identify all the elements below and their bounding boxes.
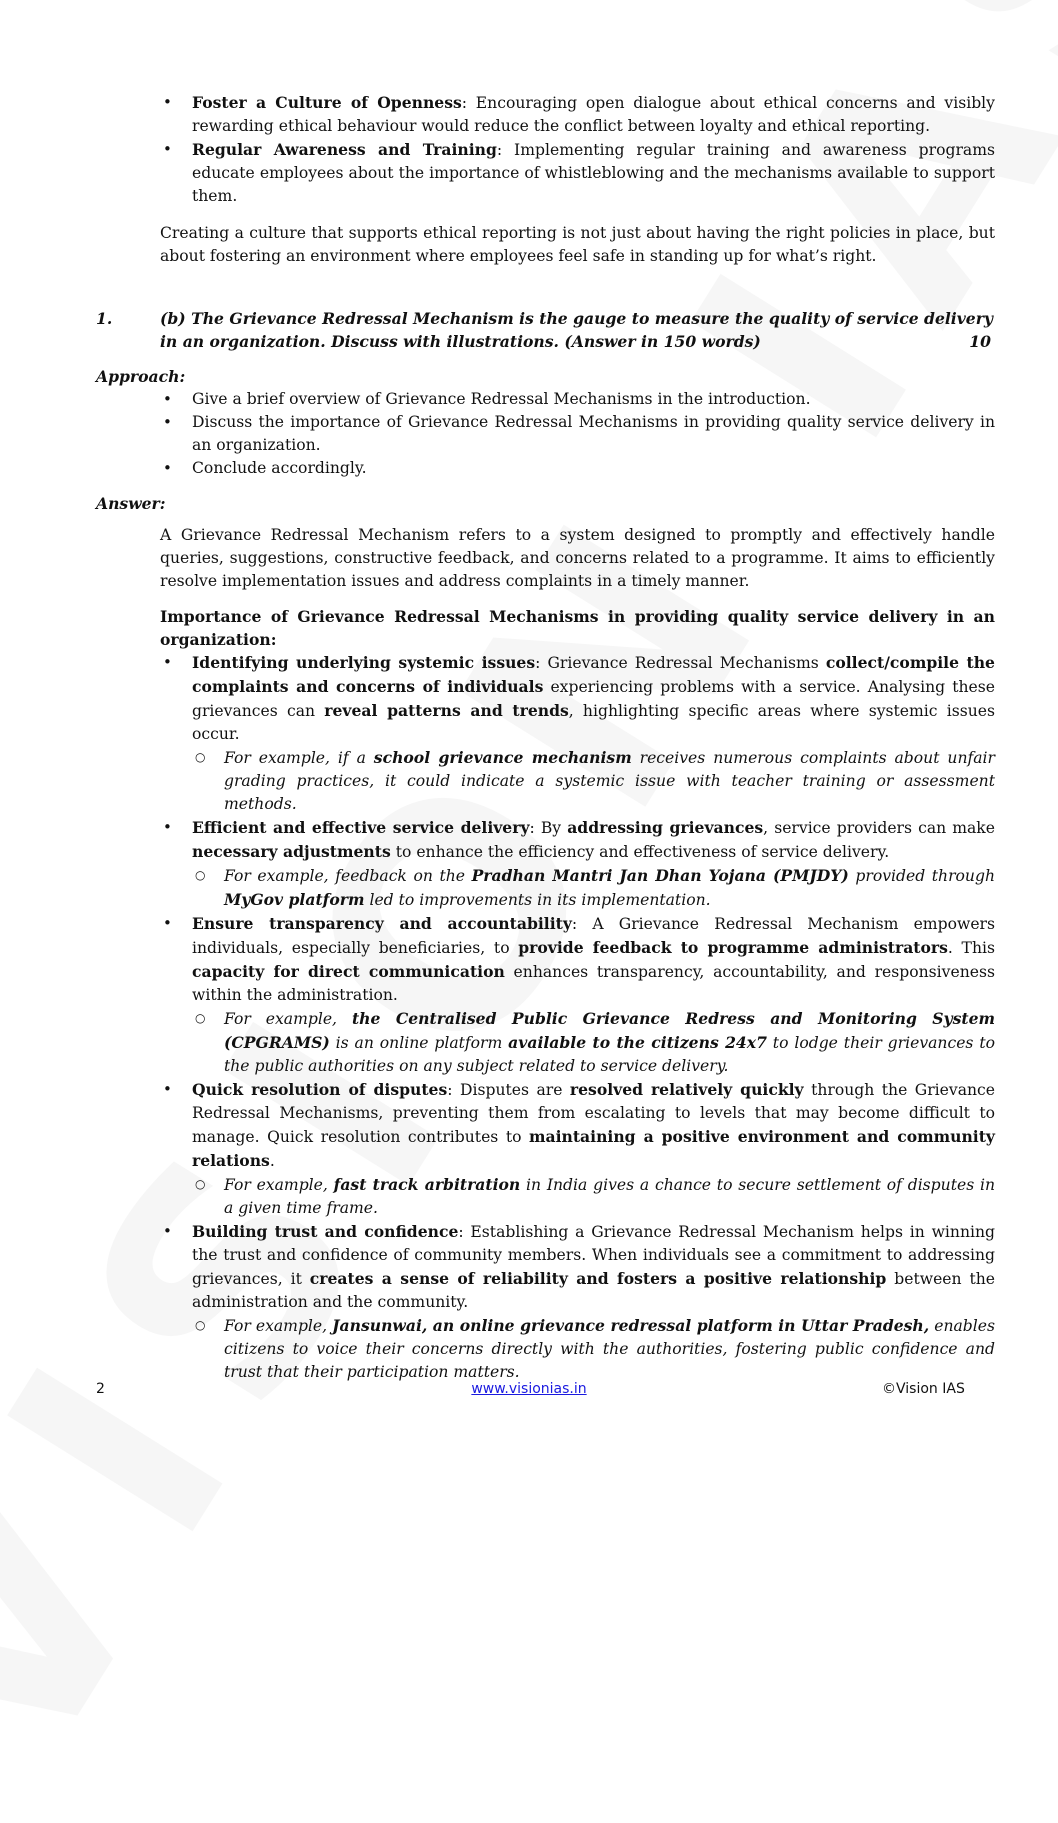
copyright-text: ©Vision IAS xyxy=(882,1381,965,1397)
approach-heading: Approach: xyxy=(96,367,186,386)
example-item: ○ For example, if a school grievance mechanism receives numerous complaints about unfair grading practices, it could indicate a systemic issue with teacher training or assessment methods. xyxy=(192,746,995,816)
list-item: • Quick resolution of disputes: Disputes are resolved relatively quickly through the Grievance Redressal Mechanisms, preventing them from escalating to levels that may become difficult to manage. Quick resolution contributes to maintaining a positive environment and community relations. ○ For example, fast track arbitration in India gives a chance to secure settlement of disputes in a given time frame. xyxy=(0,1078,1058,1220)
question-section xyxy=(0,307,1058,1384)
example-list xyxy=(192,1007,995,1078)
list-item: • Building trust and confidence: Establishing a Grievance Redressal Mechanism helps in winning the trust and confidence of community members. When individuals see a commitment to addressing grievances, it creates a sense of reliability and fosters a positive relationship between the administration and the community. ○ For example, Jansunwai, an online grievance redressal platform in Uttar Pradesh, enables citizens to voice their concerns directly with the authorities, fostering public confidence and trust that their participation matters. xyxy=(0,1220,1058,1384)
example-item: ○ For example, Jansunwai, an online grievance redressal platform in Uttar Pradesh, enables citizens to voice their concerns directly with the authorities, fostering public confidence and trust that their participation matters. xyxy=(192,1314,995,1384)
answer-heading: Answer: xyxy=(96,494,166,513)
importance-list xyxy=(0,651,1058,1384)
conclusion-paragraph: Creating a culture that supports ethical reporting is not just about having the right policies in place, but about fostering an environment where employees feel safe in standing up for what’s right. xyxy=(160,224,995,265)
approach-list xyxy=(0,388,1058,480)
example-item: ○ For example, the Centralised Public Grievance Redress and Monitoring System (CPGRAMS) is an online platform available to the citizens 24x7 to lodge their grievances to the public authorities on any subject related to service delivery. xyxy=(192,1007,995,1078)
previous-answer-tail xyxy=(0,91,1058,268)
list-item: • Ensure transparency and accountability: A Grievance Redressal Mechanism empowers individuals, especially beneficiaries, to provide feedback to programme administrators. This capacity for direct communication enhances transparency, accountability, and responsiveness within the administration. ○ For example, the Centralised Public Grievance Redress and Monitoring System (CPGRAMS) is an online platform available to the citizens 24x7 to lodge their grievances to the public authorities on any subject related to service delivery. xyxy=(0,912,1058,1078)
example-list xyxy=(192,746,995,816)
question-text: 1. (b) The Grievance Redressal Mechanism is the gauge to measure the quality of service delivery in an organization. Discuss with illustrations. (Answer in 150 words) 10 xyxy=(96,309,993,351)
list-item: • Discuss the importance of Grievance Redressal Mechanisms in providing quality service delivery in an organization. xyxy=(0,411,1058,457)
importance-heading: Importance of Grievance Redressal Mechanisms in providing quality service delivery in an organization: xyxy=(160,607,995,649)
question-marks: 10 xyxy=(969,332,991,351)
page-number: 2 xyxy=(96,1381,105,1397)
list-item: • Regular Awareness and Training: Implementing regular training and awareness programs educate employees about the importance of whistleblowing and the mechanisms available to support them. xyxy=(0,138,1058,208)
list-item: • Conclude accordingly. xyxy=(0,457,1058,480)
question-number: 1. xyxy=(96,309,113,328)
openness-bullet-list xyxy=(0,91,1058,208)
list-item: • Efficient and effective service delivery: By addressing grievances, service providers can make necessary adjustments to enhance the efficiency and effectiveness of service delivery. ○ For example, feedback on the Pradhan Mantri Jan Dhan Yojana (PMJDY) provided through MyGov platform led to improvements in its implementation. xyxy=(0,816,1058,912)
example-list xyxy=(192,864,995,912)
example-list xyxy=(192,1314,995,1384)
example-item: ○ For example, feedback on the Pradhan Mantri Jan Dhan Yojana (PMJDY) provided through MyGov platform led to improvements in its implementation. xyxy=(192,864,995,912)
website-link[interactable]: www.visionias.in xyxy=(471,1381,587,1397)
list-item: • Give a brief overview of Grievance Redressal Mechanisms in the introduction. xyxy=(0,388,1058,411)
list-item: • Foster a Culture of Openness: Encouraging open dialogue about ethical concerns and visibly rewarding ethical behaviour would reduce the conflict between loyalty and ethical reporting. xyxy=(0,91,1058,138)
answer-intro: A Grievance Redressal Mechanism refers to a system designed to promptly and effectively handle queries, suggestions, constructive feedback, and concerns related to a programme. It aims to efficiently resolve implementation issues and address complaints in a timely manner. xyxy=(160,526,995,590)
list-item: • Identifying underlying systemic issues: Grievance Redressal Mechanisms collect/compile the complaints and concerns of individuals experiencing problems with a service. Analysing these grievances can reveal patterns and trends, highlighting specific areas where systemic issues occur. ○ For example, if a school grievance mechanism receives numerous complaints about unfair grading practices, it could indicate a systemic issue with teacher training or assessment methods. xyxy=(0,651,1058,816)
example-item: ○ For example, fast track arbitration in India gives a chance to secure settlement of disputes in a given time frame. xyxy=(192,1173,995,1220)
example-list xyxy=(192,1173,995,1220)
